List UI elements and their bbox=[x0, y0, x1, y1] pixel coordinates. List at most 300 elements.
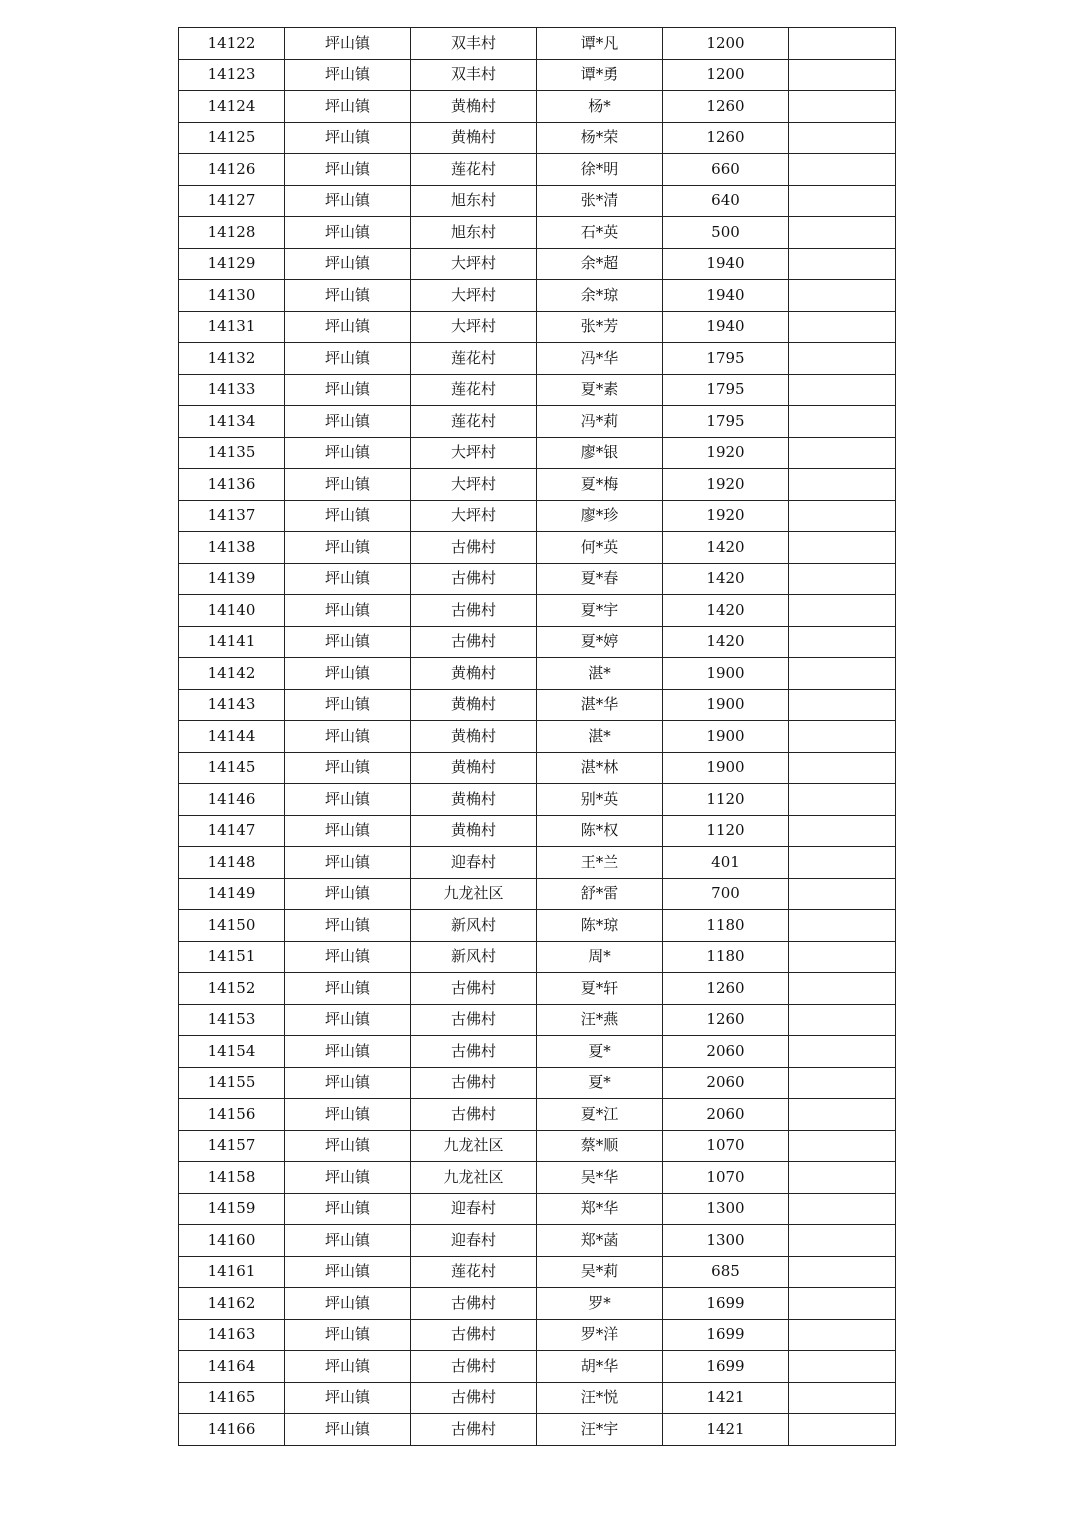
remark-cell bbox=[789, 784, 896, 816]
name-cell: 夏*婷 bbox=[537, 626, 663, 658]
amount-cell: 1180 bbox=[663, 941, 789, 973]
serial-number-cell: 14164 bbox=[179, 1351, 285, 1383]
serial-number-cell: 14136 bbox=[179, 469, 285, 501]
serial-number-cell: 14147 bbox=[179, 815, 285, 847]
serial-number-cell: 14159 bbox=[179, 1193, 285, 1225]
town-cell: 坪山镇 bbox=[285, 311, 411, 343]
amount-cell: 1070 bbox=[663, 1162, 789, 1194]
roster-table-body bbox=[179, 28, 896, 1446]
table-row bbox=[179, 1004, 896, 1036]
table-row bbox=[179, 1036, 896, 1068]
amount-cell: 2060 bbox=[663, 1067, 789, 1099]
name-cell: 陈*琼 bbox=[537, 910, 663, 942]
amount-cell: 1200 bbox=[663, 59, 789, 91]
table-row bbox=[179, 154, 896, 186]
serial-number-cell: 14152 bbox=[179, 973, 285, 1005]
serial-number-cell: 14163 bbox=[179, 1319, 285, 1351]
remark-cell bbox=[789, 721, 896, 753]
table-row bbox=[179, 973, 896, 1005]
village-cell: 黄桷村 bbox=[411, 815, 537, 847]
amount-cell: 1420 bbox=[663, 563, 789, 595]
serial-number-cell: 14157 bbox=[179, 1130, 285, 1162]
table-row bbox=[179, 122, 896, 154]
table-row bbox=[179, 847, 896, 879]
town-cell: 坪山镇 bbox=[285, 122, 411, 154]
table-row bbox=[179, 1193, 896, 1225]
village-cell: 新风村 bbox=[411, 910, 537, 942]
town-cell: 坪山镇 bbox=[285, 973, 411, 1005]
serial-number-cell: 14140 bbox=[179, 595, 285, 627]
town-cell: 坪山镇 bbox=[285, 91, 411, 123]
name-cell: 吴*华 bbox=[537, 1162, 663, 1194]
serial-number-cell: 14135 bbox=[179, 437, 285, 469]
remark-cell bbox=[789, 248, 896, 280]
table-row bbox=[179, 1288, 896, 1320]
name-cell: 吴*莉 bbox=[537, 1256, 663, 1288]
village-cell: 古佛村 bbox=[411, 532, 537, 564]
amount-cell: 2060 bbox=[663, 1036, 789, 1068]
table-row bbox=[179, 1162, 896, 1194]
serial-number-cell: 14128 bbox=[179, 217, 285, 249]
serial-number-cell: 14156 bbox=[179, 1099, 285, 1131]
village-cell: 迎春村 bbox=[411, 1225, 537, 1257]
table-row bbox=[179, 1414, 896, 1446]
name-cell: 湛*林 bbox=[537, 752, 663, 784]
town-cell: 坪山镇 bbox=[285, 217, 411, 249]
amount-cell: 1300 bbox=[663, 1225, 789, 1257]
name-cell: 夏* bbox=[537, 1067, 663, 1099]
remark-cell bbox=[789, 1130, 896, 1162]
remark-cell bbox=[789, 406, 896, 438]
serial-number-cell: 14134 bbox=[179, 406, 285, 438]
village-cell: 黄桷村 bbox=[411, 752, 537, 784]
amount-cell: 1120 bbox=[663, 815, 789, 847]
remark-cell bbox=[789, 185, 896, 217]
serial-number-cell: 14133 bbox=[179, 374, 285, 406]
serial-number-cell: 14124 bbox=[179, 91, 285, 123]
village-cell: 大坪村 bbox=[411, 437, 537, 469]
village-cell: 古佛村 bbox=[411, 1004, 537, 1036]
remark-cell bbox=[789, 217, 896, 249]
name-cell: 胡*华 bbox=[537, 1351, 663, 1383]
name-cell: 夏*轩 bbox=[537, 973, 663, 1005]
serial-number-cell: 14138 bbox=[179, 532, 285, 564]
amount-cell: 1070 bbox=[663, 1130, 789, 1162]
town-cell: 坪山镇 bbox=[285, 1225, 411, 1257]
serial-number-cell: 14160 bbox=[179, 1225, 285, 1257]
village-cell: 古佛村 bbox=[411, 595, 537, 627]
village-cell: 迎春村 bbox=[411, 1193, 537, 1225]
village-cell: 双丰村 bbox=[411, 59, 537, 91]
remark-cell bbox=[789, 815, 896, 847]
amount-cell: 1900 bbox=[663, 721, 789, 753]
town-cell: 坪山镇 bbox=[285, 847, 411, 879]
remark-cell bbox=[789, 847, 896, 879]
serial-number-cell: 14150 bbox=[179, 910, 285, 942]
town-cell: 坪山镇 bbox=[285, 878, 411, 910]
remark-cell bbox=[789, 374, 896, 406]
serial-number-cell: 14122 bbox=[179, 28, 285, 60]
name-cell: 郑*华 bbox=[537, 1193, 663, 1225]
village-cell: 黄桷村 bbox=[411, 721, 537, 753]
roster-table bbox=[178, 27, 896, 1446]
table-row bbox=[179, 563, 896, 595]
name-cell: 谭*凡 bbox=[537, 28, 663, 60]
village-cell: 黄桷村 bbox=[411, 91, 537, 123]
village-cell: 古佛村 bbox=[411, 563, 537, 595]
remark-cell bbox=[789, 311, 896, 343]
serial-number-cell: 14166 bbox=[179, 1414, 285, 1446]
table-row bbox=[179, 374, 896, 406]
table-row bbox=[179, 185, 896, 217]
village-cell: 古佛村 bbox=[411, 1414, 537, 1446]
amount-cell: 2060 bbox=[663, 1099, 789, 1131]
name-cell: 张*清 bbox=[537, 185, 663, 217]
name-cell: 冯*莉 bbox=[537, 406, 663, 438]
serial-number-cell: 14131 bbox=[179, 311, 285, 343]
serial-number-cell: 14142 bbox=[179, 658, 285, 690]
table-row bbox=[179, 721, 896, 753]
remark-cell bbox=[789, 752, 896, 784]
town-cell: 坪山镇 bbox=[285, 1130, 411, 1162]
remark-cell bbox=[789, 1036, 896, 1068]
remark-cell bbox=[789, 941, 896, 973]
amount-cell: 1900 bbox=[663, 689, 789, 721]
remark-cell bbox=[789, 626, 896, 658]
remark-cell bbox=[789, 1319, 896, 1351]
village-cell: 古佛村 bbox=[411, 1382, 537, 1414]
name-cell: 王*兰 bbox=[537, 847, 663, 879]
remark-cell bbox=[789, 973, 896, 1005]
remark-cell bbox=[789, 563, 896, 595]
town-cell: 坪山镇 bbox=[285, 1256, 411, 1288]
name-cell: 周* bbox=[537, 941, 663, 973]
village-cell: 古佛村 bbox=[411, 973, 537, 1005]
serial-number-cell: 14145 bbox=[179, 752, 285, 784]
table-row bbox=[179, 1067, 896, 1099]
town-cell: 坪山镇 bbox=[285, 721, 411, 753]
village-cell: 莲花村 bbox=[411, 406, 537, 438]
remark-cell bbox=[789, 122, 896, 154]
table-row bbox=[179, 1225, 896, 1257]
serial-number-cell: 14146 bbox=[179, 784, 285, 816]
table-row bbox=[179, 689, 896, 721]
name-cell: 夏*江 bbox=[537, 1099, 663, 1131]
table-row bbox=[179, 658, 896, 690]
amount-cell: 1920 bbox=[663, 437, 789, 469]
village-cell: 莲花村 bbox=[411, 154, 537, 186]
name-cell: 夏* bbox=[537, 1036, 663, 1068]
table-row bbox=[179, 500, 896, 532]
table-row bbox=[179, 91, 896, 123]
amount-cell: 1699 bbox=[663, 1351, 789, 1383]
amount-cell: 500 bbox=[663, 217, 789, 249]
name-cell: 张*芳 bbox=[537, 311, 663, 343]
table-row bbox=[179, 595, 896, 627]
village-cell: 大坪村 bbox=[411, 500, 537, 532]
name-cell: 冯*华 bbox=[537, 343, 663, 375]
village-cell: 黄桷村 bbox=[411, 658, 537, 690]
serial-number-cell: 14126 bbox=[179, 154, 285, 186]
remark-cell bbox=[789, 59, 896, 91]
amount-cell: 660 bbox=[663, 154, 789, 186]
remark-cell bbox=[789, 28, 896, 60]
table-row bbox=[179, 815, 896, 847]
town-cell: 坪山镇 bbox=[285, 1319, 411, 1351]
town-cell: 坪山镇 bbox=[285, 469, 411, 501]
village-cell: 古佛村 bbox=[411, 1099, 537, 1131]
serial-number-cell: 14130 bbox=[179, 280, 285, 312]
village-cell: 迎春村 bbox=[411, 847, 537, 879]
name-cell: 夏*春 bbox=[537, 563, 663, 595]
village-cell: 旭东村 bbox=[411, 185, 537, 217]
table-row bbox=[179, 1130, 896, 1162]
name-cell: 夏*梅 bbox=[537, 469, 663, 501]
town-cell: 坪山镇 bbox=[285, 689, 411, 721]
remark-cell bbox=[789, 1162, 896, 1194]
village-cell: 黄桷村 bbox=[411, 122, 537, 154]
remark-cell bbox=[789, 1256, 896, 1288]
table-row bbox=[179, 280, 896, 312]
village-cell: 大坪村 bbox=[411, 248, 537, 280]
table-row bbox=[179, 406, 896, 438]
town-cell: 坪山镇 bbox=[285, 500, 411, 532]
name-cell: 郑*菡 bbox=[537, 1225, 663, 1257]
town-cell: 坪山镇 bbox=[285, 406, 411, 438]
remark-cell bbox=[789, 1225, 896, 1257]
serial-number-cell: 14149 bbox=[179, 878, 285, 910]
amount-cell: 640 bbox=[663, 185, 789, 217]
amount-cell: 1900 bbox=[663, 658, 789, 690]
table-row bbox=[179, 626, 896, 658]
amount-cell: 1940 bbox=[663, 311, 789, 343]
town-cell: 坪山镇 bbox=[285, 626, 411, 658]
name-cell: 谭*勇 bbox=[537, 59, 663, 91]
remark-cell bbox=[789, 595, 896, 627]
name-cell: 廖*珍 bbox=[537, 500, 663, 532]
table-row bbox=[179, 784, 896, 816]
name-cell: 余*超 bbox=[537, 248, 663, 280]
town-cell: 坪山镇 bbox=[285, 1036, 411, 1068]
town-cell: 坪山镇 bbox=[285, 784, 411, 816]
table-row bbox=[179, 248, 896, 280]
serial-number-cell: 14125 bbox=[179, 122, 285, 154]
amount-cell: 1300 bbox=[663, 1193, 789, 1225]
table-row bbox=[179, 1382, 896, 1414]
amount-cell: 685 bbox=[663, 1256, 789, 1288]
village-cell: 莲花村 bbox=[411, 343, 537, 375]
remark-cell bbox=[789, 910, 896, 942]
name-cell: 湛* bbox=[537, 721, 663, 753]
amount-cell: 1795 bbox=[663, 406, 789, 438]
table-row bbox=[179, 1351, 896, 1383]
town-cell: 坪山镇 bbox=[285, 185, 411, 217]
remark-cell bbox=[789, 658, 896, 690]
serial-number-cell: 14158 bbox=[179, 1162, 285, 1194]
amount-cell: 1699 bbox=[663, 1319, 789, 1351]
amount-cell: 700 bbox=[663, 878, 789, 910]
village-cell: 黄桷村 bbox=[411, 784, 537, 816]
village-cell: 古佛村 bbox=[411, 1351, 537, 1383]
town-cell: 坪山镇 bbox=[285, 1351, 411, 1383]
name-cell: 杨*荣 bbox=[537, 122, 663, 154]
serial-number-cell: 14153 bbox=[179, 1004, 285, 1036]
remark-cell bbox=[789, 91, 896, 123]
serial-number-cell: 14144 bbox=[179, 721, 285, 753]
name-cell: 别*英 bbox=[537, 784, 663, 816]
name-cell: 湛* bbox=[537, 658, 663, 690]
remark-cell bbox=[789, 1193, 896, 1225]
town-cell: 坪山镇 bbox=[285, 1099, 411, 1131]
amount-cell: 1420 bbox=[663, 532, 789, 564]
remark-cell bbox=[789, 343, 896, 375]
name-cell: 汪*悦 bbox=[537, 1382, 663, 1414]
amount-cell: 1260 bbox=[663, 1004, 789, 1036]
serial-number-cell: 14129 bbox=[179, 248, 285, 280]
serial-number-cell: 14162 bbox=[179, 1288, 285, 1320]
village-cell: 莲花村 bbox=[411, 374, 537, 406]
village-cell: 大坪村 bbox=[411, 280, 537, 312]
town-cell: 坪山镇 bbox=[285, 280, 411, 312]
name-cell: 徐*明 bbox=[537, 154, 663, 186]
amount-cell: 1795 bbox=[663, 374, 789, 406]
remark-cell bbox=[789, 878, 896, 910]
town-cell: 坪山镇 bbox=[285, 437, 411, 469]
village-cell: 大坪村 bbox=[411, 311, 537, 343]
village-cell: 新风村 bbox=[411, 941, 537, 973]
town-cell: 坪山镇 bbox=[285, 532, 411, 564]
serial-number-cell: 14123 bbox=[179, 59, 285, 91]
remark-cell bbox=[789, 280, 896, 312]
name-cell: 夏*素 bbox=[537, 374, 663, 406]
name-cell: 夏*宇 bbox=[537, 595, 663, 627]
amount-cell: 1920 bbox=[663, 469, 789, 501]
remark-cell bbox=[789, 1099, 896, 1131]
name-cell: 杨* bbox=[537, 91, 663, 123]
serial-number-cell: 14137 bbox=[179, 500, 285, 532]
town-cell: 坪山镇 bbox=[285, 1414, 411, 1446]
name-cell: 廖*银 bbox=[537, 437, 663, 469]
town-cell: 坪山镇 bbox=[285, 1067, 411, 1099]
remark-cell bbox=[789, 1382, 896, 1414]
remark-cell bbox=[789, 1414, 896, 1446]
amount-cell: 1260 bbox=[663, 973, 789, 1005]
serial-number-cell: 14154 bbox=[179, 1036, 285, 1068]
name-cell: 陈*权 bbox=[537, 815, 663, 847]
town-cell: 坪山镇 bbox=[285, 154, 411, 186]
serial-number-cell: 14141 bbox=[179, 626, 285, 658]
town-cell: 坪山镇 bbox=[285, 910, 411, 942]
table-row bbox=[179, 1099, 896, 1131]
village-cell: 九龙社区 bbox=[411, 1130, 537, 1162]
village-cell: 九龙社区 bbox=[411, 878, 537, 910]
amount-cell: 1920 bbox=[663, 500, 789, 532]
remark-cell bbox=[789, 1067, 896, 1099]
table-row bbox=[179, 469, 896, 501]
serial-number-cell: 14143 bbox=[179, 689, 285, 721]
remark-cell bbox=[789, 532, 896, 564]
name-cell: 蔡*顺 bbox=[537, 1130, 663, 1162]
name-cell: 汪*燕 bbox=[537, 1004, 663, 1036]
amount-cell: 1900 bbox=[663, 752, 789, 784]
table-row bbox=[179, 752, 896, 784]
town-cell: 坪山镇 bbox=[285, 563, 411, 595]
town-cell: 坪山镇 bbox=[285, 658, 411, 690]
serial-number-cell: 14165 bbox=[179, 1382, 285, 1414]
town-cell: 坪山镇 bbox=[285, 815, 411, 847]
village-cell: 大坪村 bbox=[411, 469, 537, 501]
town-cell: 坪山镇 bbox=[285, 28, 411, 60]
amount-cell: 1420 bbox=[663, 626, 789, 658]
town-cell: 坪山镇 bbox=[285, 1004, 411, 1036]
table-row bbox=[179, 28, 896, 60]
remark-cell bbox=[789, 500, 896, 532]
village-cell: 旭东村 bbox=[411, 217, 537, 249]
remark-cell bbox=[789, 1288, 896, 1320]
town-cell: 坪山镇 bbox=[285, 374, 411, 406]
town-cell: 坪山镇 bbox=[285, 941, 411, 973]
village-cell: 古佛村 bbox=[411, 1288, 537, 1320]
village-cell: 莲花村 bbox=[411, 1256, 537, 1288]
table-row bbox=[179, 437, 896, 469]
table-row bbox=[179, 878, 896, 910]
name-cell: 舒*雷 bbox=[537, 878, 663, 910]
town-cell: 坪山镇 bbox=[285, 343, 411, 375]
town-cell: 坪山镇 bbox=[285, 248, 411, 280]
amount-cell: 1260 bbox=[663, 91, 789, 123]
remark-cell bbox=[789, 689, 896, 721]
town-cell: 坪山镇 bbox=[285, 595, 411, 627]
serial-number-cell: 14161 bbox=[179, 1256, 285, 1288]
village-cell: 古佛村 bbox=[411, 1067, 537, 1099]
town-cell: 坪山镇 bbox=[285, 1288, 411, 1320]
village-cell: 古佛村 bbox=[411, 626, 537, 658]
name-cell: 罗*洋 bbox=[537, 1319, 663, 1351]
amount-cell: 1699 bbox=[663, 1288, 789, 1320]
amount-cell: 1180 bbox=[663, 910, 789, 942]
serial-number-cell: 14148 bbox=[179, 847, 285, 879]
name-cell: 何*英 bbox=[537, 532, 663, 564]
remark-cell bbox=[789, 1004, 896, 1036]
serial-number-cell: 14127 bbox=[179, 185, 285, 217]
amount-cell: 1420 bbox=[663, 595, 789, 627]
amount-cell: 401 bbox=[663, 847, 789, 879]
table-row bbox=[179, 1319, 896, 1351]
table-row bbox=[179, 343, 896, 375]
table-row bbox=[179, 59, 896, 91]
name-cell: 汪*宇 bbox=[537, 1414, 663, 1446]
village-cell: 古佛村 bbox=[411, 1036, 537, 1068]
amount-cell: 1120 bbox=[663, 784, 789, 816]
remark-cell bbox=[789, 154, 896, 186]
table-row bbox=[179, 1256, 896, 1288]
amount-cell: 1200 bbox=[663, 28, 789, 60]
serial-number-cell: 14139 bbox=[179, 563, 285, 595]
town-cell: 坪山镇 bbox=[285, 1382, 411, 1414]
serial-number-cell: 14132 bbox=[179, 343, 285, 375]
village-cell: 双丰村 bbox=[411, 28, 537, 60]
amount-cell: 1421 bbox=[663, 1414, 789, 1446]
town-cell: 坪山镇 bbox=[285, 1162, 411, 1194]
town-cell: 坪山镇 bbox=[285, 59, 411, 91]
name-cell: 余*琼 bbox=[537, 280, 663, 312]
serial-number-cell: 14151 bbox=[179, 941, 285, 973]
amount-cell: 1421 bbox=[663, 1382, 789, 1414]
table-row bbox=[179, 941, 896, 973]
village-cell: 古佛村 bbox=[411, 1319, 537, 1351]
amount-cell: 1940 bbox=[663, 280, 789, 312]
town-cell: 坪山镇 bbox=[285, 1193, 411, 1225]
